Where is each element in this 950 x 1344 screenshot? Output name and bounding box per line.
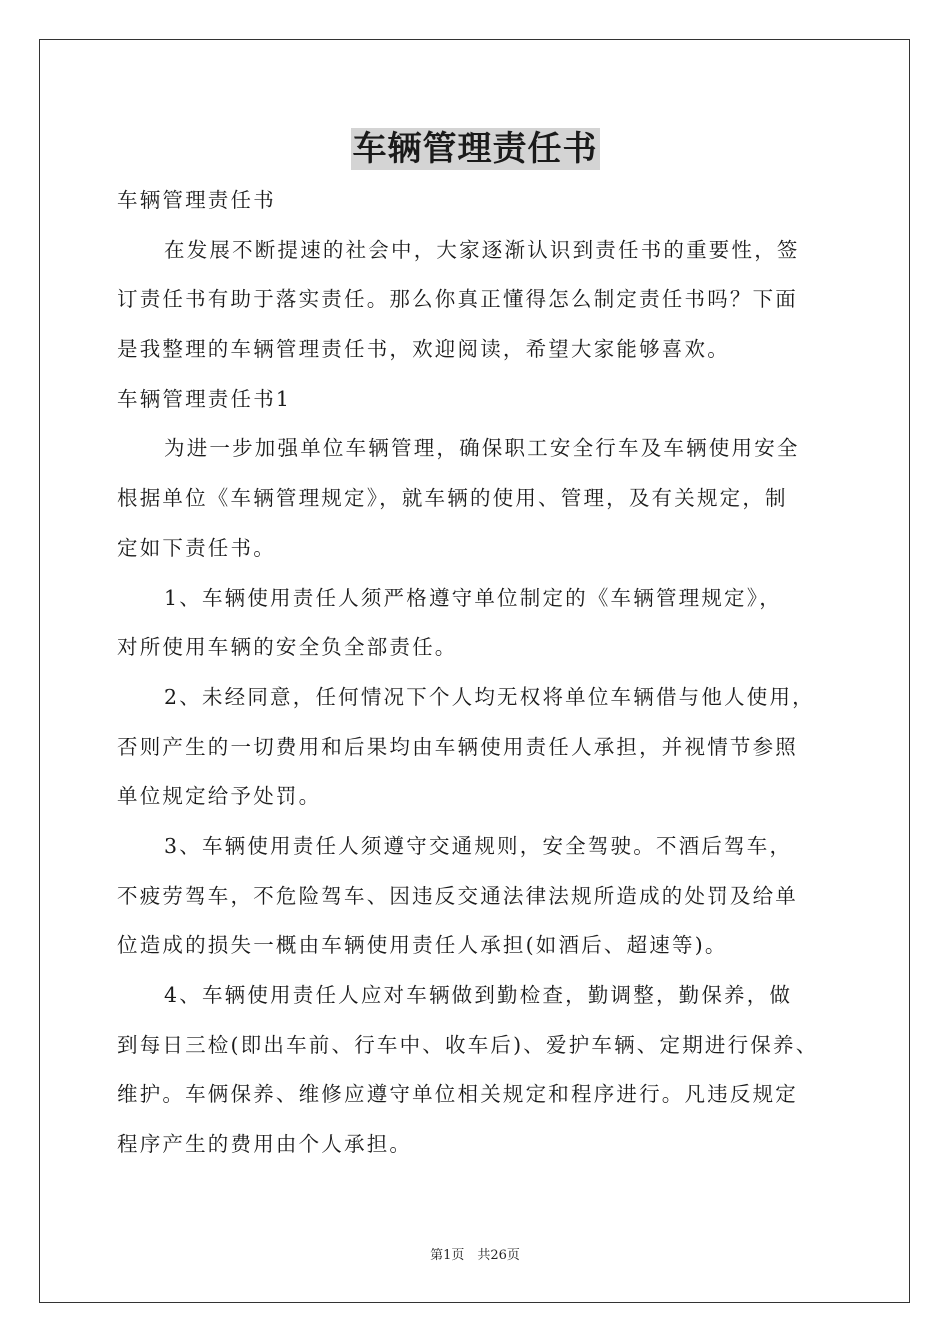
text-line: 3、车辆使用责任人须遵守交通规则，安全驾驶。不酒后驾车， xyxy=(164,833,793,858)
text-line: 位造成的损失一概由车辆使用责任人承担(如酒后、超速等)。 xyxy=(117,933,728,958)
text-line: 订责任书有助于落实责任。那么你真正懂得怎么制定责任书吗？下面 xyxy=(117,287,798,312)
text-line: 程序产生的费用由个人承担。 xyxy=(117,1132,413,1157)
text-line: 4、车辆使用责任人应对车辆做到勤检查，勤调整，勤保养，做 xyxy=(164,983,793,1007)
page-footer: 第1页 共26页 xyxy=(430,1248,520,1263)
text-line: 单位规定给予处罚。 xyxy=(117,784,322,809)
text-line: 不疲劳驾车，不危险驾车、因违反交通法律法规所造成的处罚及给单 xyxy=(117,883,798,908)
text-line: 定如下责任书。 xyxy=(117,535,276,560)
text-line: 车辆管理责任书 xyxy=(117,188,276,212)
text-line: 是我整理的车辆管理责任书，欢迎阅读，希望大家能够喜欢。 xyxy=(117,337,730,362)
text-line: 否则产生的一切费用和后果均由车辆使用责任人承担，并视情节参照 xyxy=(117,734,798,759)
text-line: 为进一步加强单位车辆管理，确保职工安全行车及车辆使用安全 xyxy=(164,436,800,461)
text-line: 车辆管理责任书1 xyxy=(117,386,292,411)
text-line: 维护。车俩保养、维修应遵守单位相关规定和程序进行。凡违反规定 xyxy=(117,1082,798,1107)
document-body xyxy=(117,176,833,1170)
text-line: 对所使用车辆的安全负全部责任。 xyxy=(117,635,458,660)
text-line: 2、未经同意，任何情况下个人均无权将单位车辆借与他人使用， xyxy=(164,684,815,709)
text-line: 在发展不断提速的社会中，大家逐渐认识到责任书的重要性，签 xyxy=(164,237,800,262)
title-container xyxy=(0,128,950,170)
text-line: 到每日三检(即出车前、行车中、收车后)、爱护车辆、定期进行保养、 xyxy=(117,1032,819,1057)
text-line: 1、车辆使用责任人须严格遵守单位制定的《车辆管理规定》， xyxy=(164,585,782,610)
text-line: 根据单位《车辆管理规定》，就车辆的使用、管理，及有关规定，制 xyxy=(117,486,788,511)
document-title: 车辆管理责任书 xyxy=(352,129,598,169)
